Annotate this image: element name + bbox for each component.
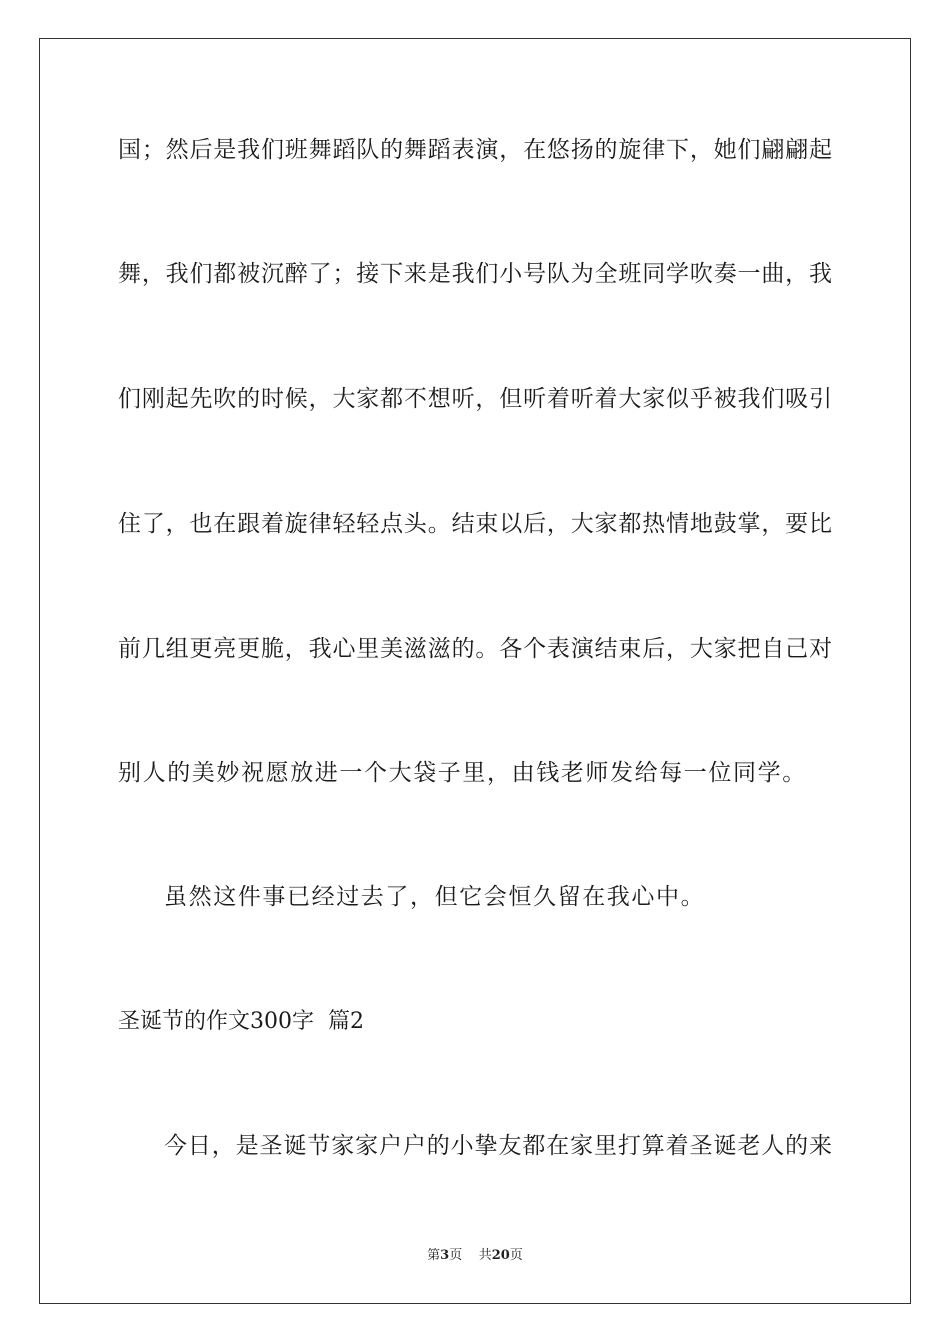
paragraph-line: 别人的美妙祝愿放进一个大袋子里，由钱老师发给每一位同学。 xyxy=(118,760,807,786)
total-label-suffix: 页 xyxy=(509,1248,523,1263)
paragraph-line: 国；然后是我们班舞蹈队的舞蹈表演，在悠扬的旋律下，她们翩翩起 xyxy=(118,137,832,163)
paragraph-line: 今日，是圣诞节家家户户的小挚友都在家里打算着圣诞老人的来 xyxy=(164,1133,832,1159)
total-label-prefix: 共 xyxy=(478,1248,492,1263)
paragraph-line: 前几组更亮更脆，我心里美滋滋的。各个表演结束后，大家把自己对 xyxy=(118,636,832,662)
page-label-suffix: 页 xyxy=(449,1248,463,1263)
section-heading: 圣诞节的作文300字 篇2 xyxy=(118,1009,364,1034)
page-border xyxy=(39,38,911,1304)
paragraph-line: 们刚起先吹的时候，大家都不想听，但听着听着大家似乎被我们吸引 xyxy=(118,386,832,412)
page-footer xyxy=(0,1247,950,1265)
total-pages: 20 xyxy=(491,1248,510,1263)
page-label-prefix: 第 xyxy=(427,1248,441,1263)
paragraph-line: 住了，也在跟着旋律轻轻点头。结束以后，大家都热情地鼓掌，要比 xyxy=(118,511,832,537)
paragraph-line: 舞，我们都被沉醉了；接下来是我们小号队为全班同学吹奏一曲，我 xyxy=(118,261,832,287)
paragraph-line: 虽然这件事已经过去了，但它会恒久留在我心中。 xyxy=(164,884,706,910)
page-number: 3 xyxy=(440,1248,450,1263)
